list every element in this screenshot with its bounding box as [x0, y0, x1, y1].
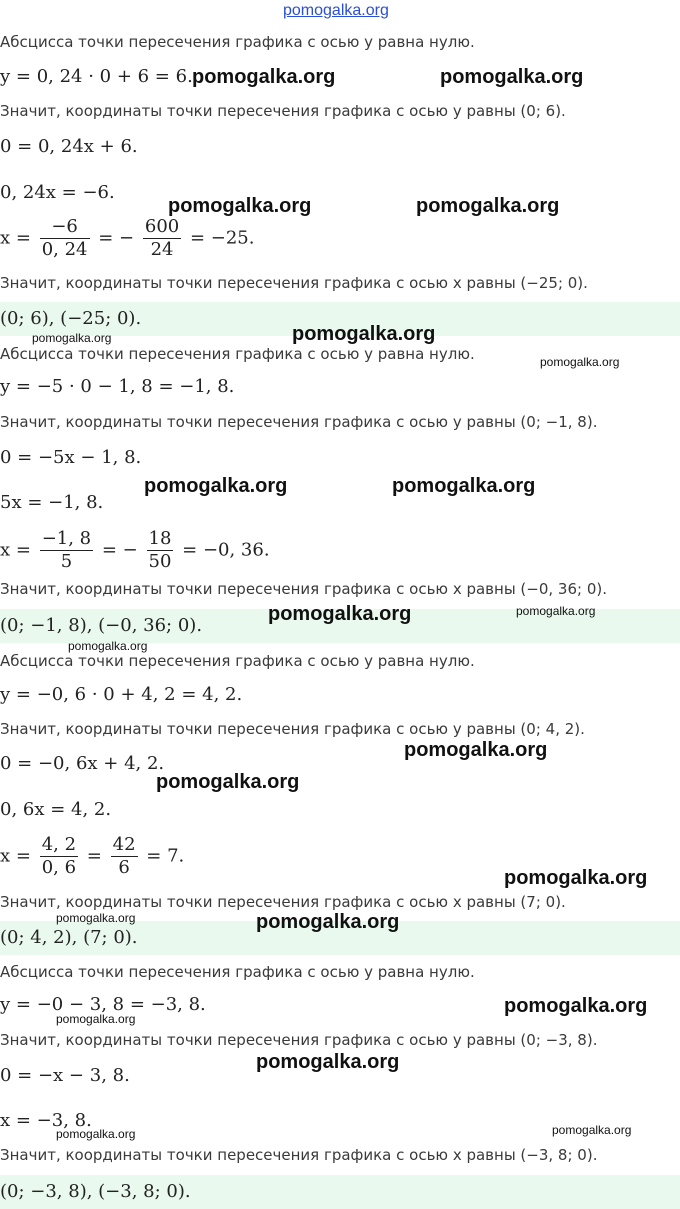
numerator: 42 — [112, 834, 136, 855]
answer-text: (0; 6), (−25; 0). — [0, 308, 142, 329]
equation: y = −0, 6 · 0 + 4, 2 = 4, 2. — [0, 684, 243, 705]
text-line: Значит, координаты точки пересечения графика с осью x равны (−0, 36; 0). — [0, 580, 608, 598]
text-line: Значит, координаты точки пересечения графика с осью x равны (7; 0). — [0, 893, 566, 911]
denominator: 0, 24 — [41, 239, 88, 260]
eq-lhs: x = — [0, 539, 31, 561]
eq-lhs: x = — [0, 845, 31, 867]
watermark: pomogalka.org — [56, 911, 136, 925]
eq-mid: = − — [101, 539, 138, 561]
eq-mid: = − — [98, 227, 135, 249]
equation: 0, 6x = 4, 2. — [0, 799, 112, 820]
watermark: pomogalka.org — [440, 66, 584, 88]
watermark: pomogalka.org — [156, 771, 300, 793]
eq-mid: = — [86, 845, 102, 867]
answer-text: (0; −1, 8), (−0, 36; 0). — [0, 615, 203, 636]
equation: 0 = −0, 6x + 4, 2. — [0, 753, 165, 774]
denominator: 6 — [118, 857, 130, 878]
watermark: pomogalka.org — [56, 1127, 136, 1141]
eq-lhs: x = — [0, 227, 31, 249]
equation: 0 = 0, 24x + 6. — [0, 136, 138, 157]
watermark: pomogalka.org — [56, 1012, 136, 1026]
fraction — [143, 216, 181, 261]
top-watermark-link[interactable]: pomogalka.org — [283, 2, 389, 19]
watermark: pomogalka.org — [504, 995, 648, 1017]
watermark: pomogalka.org — [552, 1123, 632, 1137]
text-line: Значит, координаты точки пересечения графика с осью x равны (−3, 8; 0). — [0, 1146, 598, 1164]
watermark: pomogalka.org — [144, 475, 288, 497]
watermark: pomogalka.org — [292, 323, 436, 345]
eq-rhs: = −25. — [189, 227, 255, 249]
watermark: pomogalka.org — [516, 604, 596, 618]
text-line: Абсцисса точки пересечения графика с осью y равна нулю. — [0, 652, 475, 670]
equation: 5x = −1, 8. — [0, 492, 104, 513]
eq-rhs: = 7. — [146, 845, 185, 867]
text-line: Значит, координаты точки пересечения графика с осью y равны (0; 4, 2). — [0, 720, 585, 738]
denominator: 0, 6 — [41, 857, 77, 878]
watermark: pomogalka.org — [504, 867, 648, 889]
text-line: Абсцисса точки пересечения графика с осью y равна нулю. — [0, 963, 475, 981]
answer-box — [0, 1175, 680, 1209]
numerator: 18 — [148, 528, 172, 549]
equation: 0 = −5x − 1, 8. — [0, 447, 142, 468]
fraction-equation — [0, 528, 270, 573]
watermark: pomogalka.org — [392, 475, 536, 497]
watermark: pomogalka.org — [32, 331, 112, 345]
text-line: Значит, координаты точки пересечения графика с осью y равны (0; 6). — [0, 102, 566, 120]
fraction-equation — [0, 834, 184, 879]
watermark: pomogalka.org — [168, 195, 312, 217]
answer-text: (0; −3, 8), (−3, 8; 0). — [0, 1181, 191, 1202]
text-line: Абсцисса точки пересечения графика с осью y равна нулю. — [0, 345, 475, 363]
watermark: pomogalka.org — [540, 355, 620, 369]
fraction — [40, 834, 78, 879]
watermark: pomogalka.org — [268, 603, 412, 625]
answer-text: (0; 4, 2), (7; 0). — [0, 927, 138, 948]
watermark: pomogalka.org — [256, 1051, 400, 1073]
equation: y = −0 − 3, 8 = −3, 8. — [0, 994, 206, 1015]
equation: x = −3, 8. — [0, 1110, 92, 1131]
fraction — [111, 834, 138, 879]
numerator: 4, 2 — [41, 834, 77, 855]
numerator: −6 — [40, 216, 90, 239]
text-line: Значит, координаты точки пересечения графика с осью x равны (−25; 0). — [0, 274, 588, 292]
watermark: pomogalka.org — [416, 195, 560, 217]
numerator: 600 — [144, 216, 180, 237]
numerator: −1, 8 — [41, 528, 92, 549]
eq-rhs: = −0, 36. — [182, 539, 270, 561]
watermark: pomogalka.org — [404, 739, 548, 761]
text-line: Значит, координаты точки пересечения графика с осью y равны (0; −1, 8). — [0, 413, 598, 431]
equation: 0, 24x = −6. — [0, 182, 115, 203]
watermark: pomogalka.org — [256, 911, 400, 933]
denominator: 24 — [150, 239, 174, 260]
equation: 0 = −x − 3, 8. — [0, 1065, 130, 1086]
text-line: Абсцисса точки пересечения графика с осью y равна нулю. — [0, 33, 475, 51]
equation: y = 0, 24 · 0 + 6 = 6. — [0, 66, 193, 87]
fraction — [147, 528, 174, 573]
fraction-equation — [0, 216, 254, 261]
text-line: Значит, координаты точки пересечения графика с осью y равны (0; −3, 8). — [0, 1031, 598, 1049]
watermark: pomogalka.org — [68, 639, 148, 653]
fraction — [40, 528, 93, 573]
denominator: 5 — [60, 551, 73, 572]
equation: y = −5 · 0 − 1, 8 = −1, 8. — [0, 376, 235, 397]
watermark: pomogalka.org — [192, 66, 336, 88]
fraction — [40, 216, 90, 261]
denominator: 50 — [148, 551, 172, 572]
